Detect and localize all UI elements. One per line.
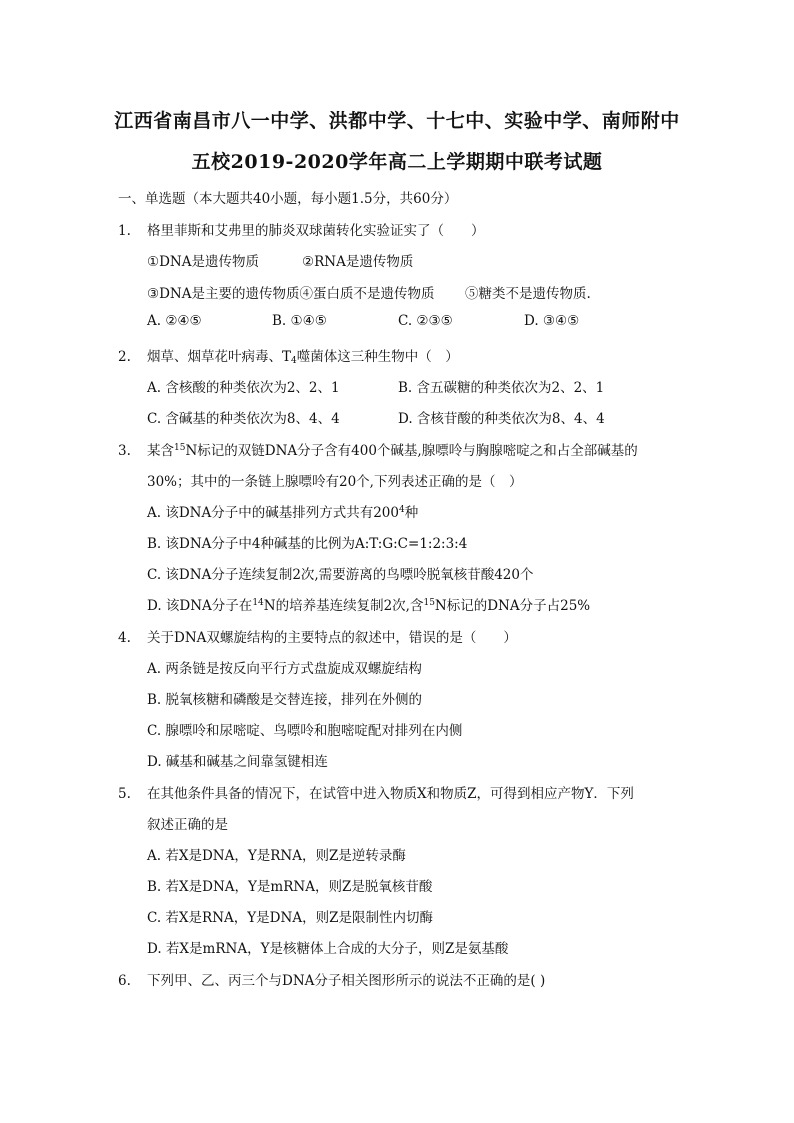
question-1-number: 1. xyxy=(118,223,131,239)
question-3-option-a-superscript: 4 xyxy=(398,505,405,515)
question-3-text-b: N标记的双链DNA分子含有400个碱基,腺嘌呤与胸腺嘧啶之和占全部碱基的 xyxy=(185,443,638,459)
question-6-text: 下列甲、乙、丙三个与DNA分子相关图形所示的说法不正确的是( ) xyxy=(147,973,546,989)
question-2-number: 2. xyxy=(118,349,131,365)
question-1-statement-5: ⑤糖类不是遗传物质. xyxy=(465,286,591,302)
question-1-option-b: B. ①④⑤ xyxy=(272,313,327,329)
question-3-option-d xyxy=(147,594,590,614)
question-4-stem xyxy=(118,626,517,646)
question-2-option-d: D. 含核苷酸的种类依次为8、4、4 xyxy=(398,411,605,427)
exam-title-line1: 江西省南昌市八一中学、洪都中学、十七中、实验中学、南师附中 xyxy=(114,110,680,132)
question-3-option-d-text-a: D. 该DNA分子在 xyxy=(147,598,253,614)
question-4-option-c: C. 腺嘌呤和尿嘧啶、鸟嘌呤和胞嘧啶配对排列在内侧 xyxy=(147,723,463,739)
question-6-stem xyxy=(118,969,545,989)
question-6-number: 6. xyxy=(118,973,131,989)
question-3-stem-line2: 30%；其中的一条链上腺嘌呤有20个,下列表述正确的是（ ） xyxy=(147,474,523,490)
question-3-option-a xyxy=(147,501,418,521)
question-3-superscript: 15 xyxy=(174,443,186,453)
question-5-option-c: C. 若X是RNA，Y是DNA，则Z是限制性内切酶 xyxy=(147,910,433,926)
question-1-option-c: C. ②③⑤ xyxy=(398,313,453,329)
question-4-text: 关于DNA双螺旋结构的主要特点的叙述中，错误的是（ ） xyxy=(147,630,517,646)
question-5-number: 5. xyxy=(118,786,131,802)
question-1-statement-2: ②RNA是遗传物质 xyxy=(302,254,414,270)
question-3-option-d-text-c: N标记的DNA分子占25% xyxy=(434,598,591,614)
question-1-option-a: A. ②④⑤ xyxy=(147,313,202,329)
question-5-stem-line2: 叙述正确的是 xyxy=(147,817,228,833)
question-3-option-d-superscript-1: 14 xyxy=(252,598,264,608)
question-2-option-b: B. 含五碳糖的种类依次为2、2、1 xyxy=(398,380,605,396)
question-2-option-a: A. 含核酸的种类依次为2、2、1 xyxy=(147,380,340,396)
question-3-option-b: B. 该DNA分子中4种碱基的比例为A:T:G:C=1:2:3:4 xyxy=(147,536,468,552)
question-5-option-a: A. 若X是DNA，Y是RNA，则Z是逆转录酶 xyxy=(147,848,406,864)
question-3-option-a-text-end: 种 xyxy=(404,505,419,521)
question-1-statement-1: ①DNA是遗传物质 xyxy=(147,254,259,270)
question-5-option-b: B. 若X是DNA，Y是mRNA，则Z是脱氧核苷酸 xyxy=(147,879,433,895)
question-3-option-c: C. 该DNA分子连续复制2次,需要游离的鸟嘌呤脱氧核苷酸420个 xyxy=(147,567,534,583)
question-5-option-d: D. 若X是mRNA，Y是核糖体上合成的大分子，则Z是氨基酸 xyxy=(147,941,509,957)
question-4-option-b: B. 脱氧核糖和磷酸是交替连接，排列在外侧的 xyxy=(147,692,423,708)
question-4-option-a: A. 两条链是按反向平行方式盘旋成双螺旋结构 xyxy=(147,661,422,677)
question-2-option-c: C. 含碱基的种类依次为8、4、4 xyxy=(147,411,340,427)
section-heading: 一、单选题（本大题共40小题，每小题1.5分，共60分） xyxy=(118,191,458,207)
question-1-stem xyxy=(118,219,485,239)
question-1-statement-3-4: ③DNA是主要的遗传物质④蛋白质不是遗传物质 xyxy=(147,286,435,302)
question-5-stem-line1 xyxy=(118,782,634,802)
question-4-number: 4. xyxy=(118,630,131,646)
question-1-text: 格里菲斯和艾弗里的肺炎双球菌转化实验证实了（ ） xyxy=(147,223,485,239)
question-5-text: 在其他条件具备的情况下，在试管中进入物质X和物质Z，可得到相应产物Y．下列 xyxy=(147,786,634,802)
question-1-option-d: D. ③④⑤ xyxy=(524,313,580,329)
question-2-text-b: 噬菌体这三种生物中（ ） xyxy=(296,349,459,365)
question-3-text-a: 某含 xyxy=(147,443,174,459)
question-3-stem-line1 xyxy=(118,439,638,459)
exam-title-line2: 五校2019-2020学年高二上学期期中联考试题 xyxy=(191,151,603,173)
question-4-option-d: D. 碱基和碱基之间靠氢键相连 xyxy=(147,754,328,770)
question-2-stem xyxy=(118,345,459,365)
question-3-option-d-superscript-2: 15 xyxy=(423,598,435,608)
question-2-text-a: 烟草、烟草花叶病毒、T xyxy=(147,349,292,365)
question-2-subscript: 4 xyxy=(291,356,297,366)
question-3-option-a-text: A. 该DNA分子中的碱基排列方式共有200 xyxy=(147,505,399,521)
question-3-option-d-text-b: N的培养基连续复制2次,含 xyxy=(263,598,424,614)
question-3-number: 3. xyxy=(118,443,131,459)
